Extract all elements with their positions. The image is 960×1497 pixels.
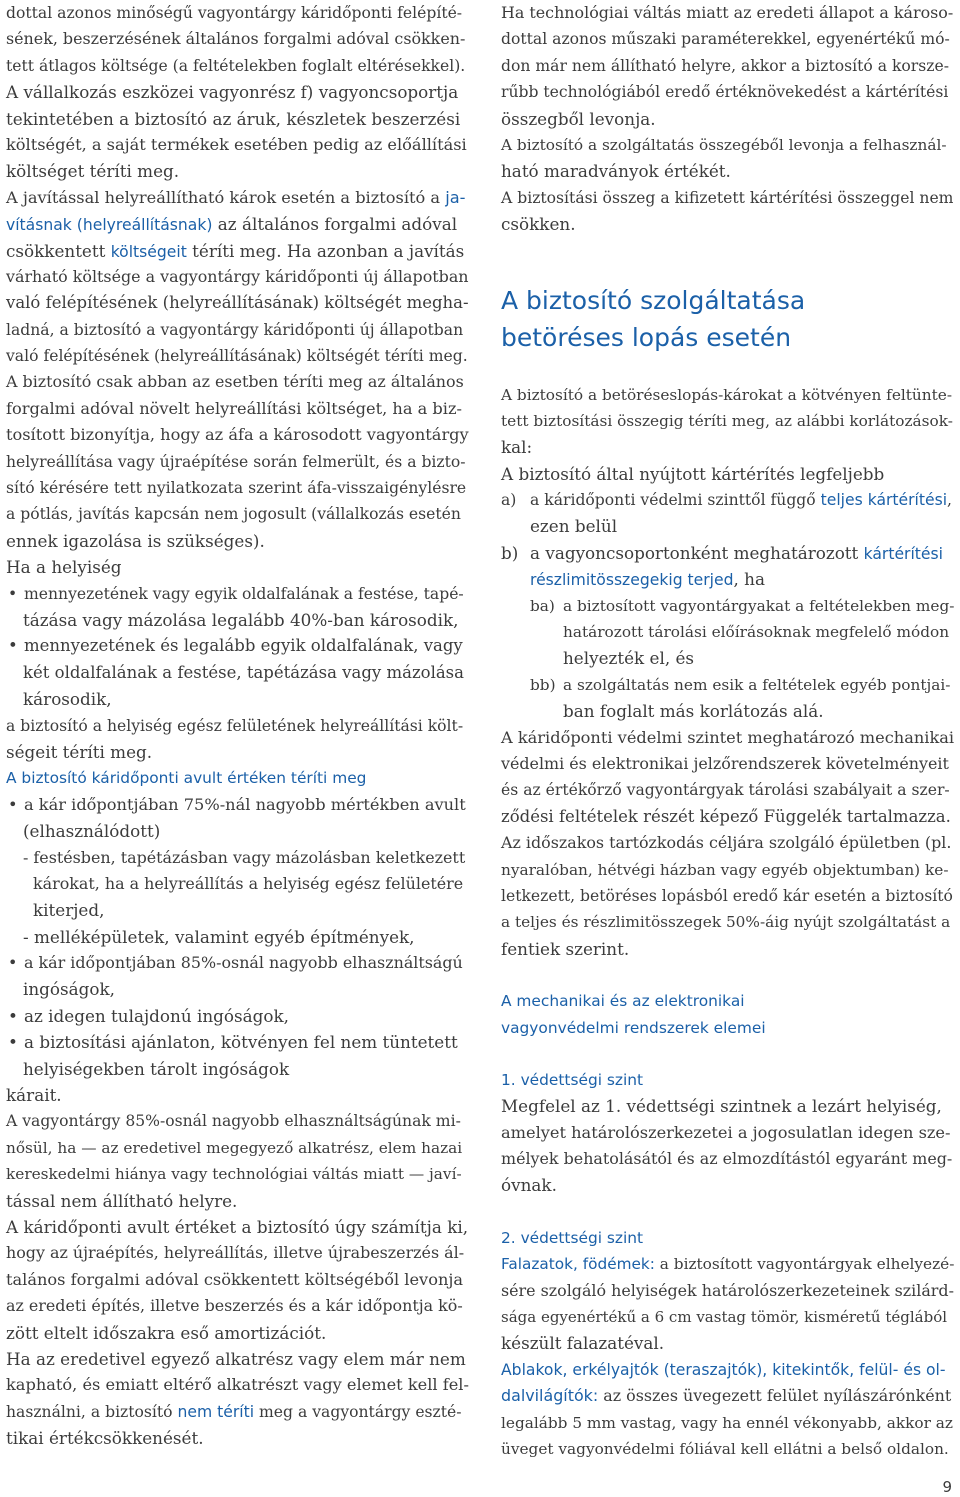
text-run: A javítással helyreállítható károk esetén a biztosító a <box>6 187 446 207</box>
text-line <box>501 566 953 592</box>
subsection-heading: vagyonvédelmi rendszerek elemei <box>501 1018 766 1037</box>
text-line: helyreállítása vagy újraépítése során felmerült, és a bizto- <box>6 452 466 471</box>
text-line <box>501 1383 953 1409</box>
highlight-term: ja- <box>445 187 466 207</box>
text-line: ségeit téríti meg. <box>6 741 153 762</box>
text-line: forgalmi adóval növelt helyreállítási költséget, ha a biz- <box>6 398 462 418</box>
highlight-line: Ablakok, erkélyajtók (teraszajtók), kitekintők, felül- és ol- <box>501 1360 946 1379</box>
section-heading: A biztosító káridőponti avult értéken téríti meg <box>6 769 367 788</box>
text-line: tekintetében a biztosító az áruk, készletek beszerzési <box>6 108 461 129</box>
highlight-term: kártérítési <box>863 544 943 563</box>
text-line: kiterjed, <box>33 900 105 921</box>
text-line: való felépítésének (helyreállításának) költségét téríti meg. <box>6 347 468 366</box>
text-line: sére szolgáló helyiségek határolószerkezeteinek szilárd- <box>501 1280 954 1300</box>
text-line: ladná, a biztosító a vagyontárgy káridőponti új állapotban <box>6 320 464 339</box>
spacer <box>501 962 953 988</box>
list-item-bb <box>501 672 953 698</box>
subsection-heading: A mechanikai és az elektronikai <box>501 992 745 1011</box>
level-heading: 2. védettségi szint <box>501 1228 644 1247</box>
spacer <box>501 1199 953 1225</box>
text-line: összegből levonja. <box>501 108 656 129</box>
text-line: a teljes és részlimitösszegek 50%-áig nyújt szolgáltatást a <box>501 913 951 932</box>
text-line: Ha az eredetivel egyező alkatrész vagy elem már nem <box>6 1348 466 1369</box>
text-run: a vagyoncsoportonként meghatározott <box>530 542 864 563</box>
text-run: , <box>947 491 952 510</box>
text-line: dottal azonos minőségű vagyontárgy káridőponti felépíté- <box>6 4 463 22</box>
text-line: rűbb technológiából eredő értéknövekedést a kártérítési <box>501 83 949 102</box>
text-line: tázása vagy mázolása legalább 40%-ban károsodik, <box>23 609 459 630</box>
bullet-item: • a kár időpontjában 85%-osnál nagyobb elhasználtságú <box>6 950 468 976</box>
text-line: talános forgalmi adóval csökkentett költségéből levonja <box>6 1269 464 1289</box>
bullet-item: • az idegen tulajdonú ingóságok, <box>6 1003 468 1029</box>
text-line: fentiek szerint. <box>501 938 630 959</box>
list-item-b <box>501 540 953 566</box>
highlight-term: vításnak (helyreállításnak) <box>6 216 213 235</box>
text-line: ződési feltételek részét képező Függelék tartalmazza. <box>501 806 951 826</box>
text-run: meg a vagyontárgy eszté- <box>254 1402 462 1421</box>
text-line: A biztosító a szolgáltatás összegéből levonja a felhasznál- <box>501 135 947 154</box>
text-line: kereskedelmi hiánya vagy technológiai váltás miatt — javí- <box>6 1165 462 1184</box>
text-line: határozott tárolási előírásoknak megfelelő módon <box>563 623 950 642</box>
text-line: hogy az újraépítés, helyreállítás, illetve újrabeszerzés ál- <box>6 1243 465 1263</box>
dash-item: - melléképületek, valamint egyéb építmények, <box>23 926 415 947</box>
left-column <box>6 0 468 1451</box>
text-line: legalább 5 mm vastag, vagy ha ennél vékonyabb, akkor az <box>501 1413 953 1432</box>
text-line: A vagyontárgy 85%-osnál nagyobb elhasználtságúnak mi- <box>6 1112 461 1131</box>
highlight-term: költségeit <box>110 242 187 261</box>
list-label: b) <box>501 542 519 563</box>
text-line: ezen belül <box>530 516 618 537</box>
text-run: a biztosított vagyontárgyak elhelyezé- <box>654 1255 955 1274</box>
text-line: helyezték el, és <box>563 648 695 669</box>
text-line: ennek igazolása is szükséges). <box>6 530 265 551</box>
highlight-term: teljes kártérítési <box>820 491 948 510</box>
text-line: tikai értékcsökkenését. <box>6 1428 204 1449</box>
dash-item: - festésben, tapétázásban vagy mázolásban keletkezett <box>23 847 466 867</box>
list-item-a <box>501 487 953 513</box>
text-line: költséget téríti meg. <box>6 161 180 182</box>
text-line: védelmi és elektronikai jelzőrendszerek követelményeit <box>501 753 949 773</box>
bullet-item: • a kár időpontjában 75%-nál nagyobb mértékben avult <box>6 792 468 818</box>
text-line: A biztosító által nyújtott kártérítés legfeljebb <box>501 463 885 484</box>
text-line: tosított bizonyítja, hogy az áfa a károsodott vagyontárgy <box>6 425 469 445</box>
bullet-item: • mennyezetének vagy egyik oldalfalának a festése, tapé- <box>6 581 468 607</box>
text-line: való felépítésének (helyreállításának) költségét meghа- <box>6 293 469 313</box>
text-line: mélyek behatolásától és az elmozdítástól egyaránt meg- <box>501 1149 953 1169</box>
text-line: készült falazatéval. <box>501 1333 665 1354</box>
bullet-item: • a biztosítási ajánlaton, kötvényen fel nem tüntetett <box>6 1029 468 1055</box>
text-line: A káridőponti avult értéket a biztosító úgy számítja ki, <box>6 1216 469 1237</box>
text-line: ható maradványok értékét. <box>501 161 731 182</box>
bullet-item: • mennyezetének és legalább egyik oldalfalának, vagy <box>6 633 468 659</box>
text-run: használni, a biztosító <box>6 1402 178 1421</box>
spacer <box>501 1041 953 1067</box>
text-line: költségét, a saját termékek esetében pedig az előállítási <box>6 134 467 154</box>
text-line: a pótlás, javítás kapcsán nem jogosult (vállalkozás esetén <box>6 505 461 524</box>
text-line: (elhasználódott) <box>23 821 161 842</box>
text-line: zött eltelt időszakra eső amortizációt. <box>6 1322 327 1343</box>
text-line: Ha a helyiség <box>6 557 122 578</box>
text-line: tással nem állítható helyre. <box>6 1190 238 1211</box>
text-run: csökkentett <box>6 240 111 261</box>
list-label: bb) <box>530 675 556 694</box>
text-line: károsodik, <box>23 689 112 710</box>
text-run: téríti meg. Ha azonban a javítás <box>186 240 465 261</box>
text-line: A biztosítási összeg a kifizetett kártérítési összeggel nem <box>501 188 954 207</box>
text-line: ban foglalt más korlátozás alá. <box>563 701 824 722</box>
text-line: A káridőponti védelmi szintet meghatározó mechanikai <box>501 727 955 747</box>
text-line: és az értékőrző vagyontárgyak tárolási szabályait a szer- <box>501 781 950 800</box>
text-line: sének, beszerzésének általános forgalmi adóval csökken- <box>6 29 466 49</box>
text-run: , ha <box>733 569 765 590</box>
text-line: Megfelel az 1. védettségi szintnek a lezárt helyiség, <box>501 1096 942 1117</box>
text-line: két oldalfalának a festése, tapétázása vagy mázolása <box>23 662 464 682</box>
text-line <box>6 1399 468 1425</box>
text-line: amelyet határolószerkezetei a jogosulatlan idegen sze- <box>501 1122 951 1142</box>
text-line: sító kérésére tett nyilatkozata szerint áfa-visszaigénylésre <box>6 479 467 498</box>
text-line: várható költsége a vagyontárgy káridőponti új állapotban <box>6 266 469 286</box>
text-line <box>501 1251 953 1277</box>
page-number: 9 <box>942 1478 952 1496</box>
text-line: kapható, és emiatt eltérő alkatrészt vagy elemet kell fel- <box>6 1375 469 1395</box>
right-column <box>501 0 953 1462</box>
highlight-term: Falazatok, födémek: <box>501 1255 655 1274</box>
text-line: károkat, ha a helyreállítás a helyiség egész felületére <box>33 873 464 893</box>
text-run: a káridőponti védelmi szinttől függő <box>530 491 821 510</box>
level-heading: 1. védettségi szint <box>501 1070 644 1089</box>
list-label: ba) <box>530 596 555 615</box>
text-line: A biztosító a betöréseslopás-károkat a kötvényen feltünte- <box>501 385 953 404</box>
list-item-ba <box>501 593 953 619</box>
text-line <box>6 238 468 264</box>
text-line: üveget vagyonvédelmi fóliával kell ellátni a belső oldalon. <box>501 1439 949 1458</box>
text-line: tett átlagos költsége (a feltételekben foglalt eltérésekkel). <box>6 56 466 75</box>
text-run: a biztosított vagyontárgyakat a feltételekben meg- <box>563 596 955 615</box>
text-line: kal: <box>501 437 533 458</box>
text-run: az összes üvegezett felület nyílászárónként <box>598 1386 952 1406</box>
text-line: Az időszakos tartózkodás céljára szolgáló épületben (pl. <box>501 833 952 853</box>
spacer <box>501 238 953 282</box>
list-label: a) <box>501 491 517 510</box>
section-title: betöréses lopás esetén <box>501 322 792 352</box>
text-line: sága egyenértékű a 6 cm vastag tömör, kisméretű téglából <box>501 1308 948 1327</box>
text-line: A vállalkozás eszközei vagyonrész f) vagyoncsoportja <box>6 82 459 103</box>
text-line: kárait. <box>6 1085 62 1106</box>
text-line <box>6 185 468 211</box>
text-line: letkezett, betöréses lopásból eredő kár esetén a biztosító <box>501 886 953 905</box>
text-run: az általános forgalmi adóval <box>212 214 458 235</box>
spacer <box>501 356 953 382</box>
highlight-term: részlimitösszegekig terjed <box>530 571 734 590</box>
text-line: helyiségekben tárolt ingóságok <box>23 1058 290 1079</box>
text-run: a szolgáltatás nem esik a feltételek egyéb pontjai- <box>563 675 951 694</box>
text-line: ingóságok, <box>23 979 115 1000</box>
text-line: don már nem állítható helyre, akkor a biztosító a korszе- <box>501 56 949 75</box>
text-line: a biztosító a helyiség egész felületének helyreállítási költ- <box>6 716 464 735</box>
text-line <box>6 211 468 237</box>
text-line: az eredeti építés, illetve beszerzés és a kár időpontja kö- <box>6 1296 463 1316</box>
text-line: Ha technológiai váltás miatt az eredeti állapot a károso- <box>501 3 954 22</box>
highlight-term: nem téríti <box>177 1402 255 1421</box>
text-line: csökken. <box>501 214 576 235</box>
text-line: dottal azonos műszaki paraméterekkel, egyenértékű mó- <box>501 30 950 49</box>
text-line: óvnak. <box>501 1175 557 1196</box>
text-line: tett biztosítási összegig téríti meg, az alábbi korlátozások- <box>501 411 953 430</box>
text-line: A biztosító csak abban az esetben téríti meg az általános <box>6 372 464 392</box>
text-line: nyaralóban, hétvégi házban vagy egyéb objektumban) ke- <box>501 860 949 879</box>
section-title: A biztosító szolgáltatása <box>501 285 806 315</box>
highlight-term: dalvilágítók: <box>501 1386 599 1406</box>
text-line: nősül, ha — az eredetivel megegyező alkatrész, elem hazai <box>6 1138 463 1157</box>
